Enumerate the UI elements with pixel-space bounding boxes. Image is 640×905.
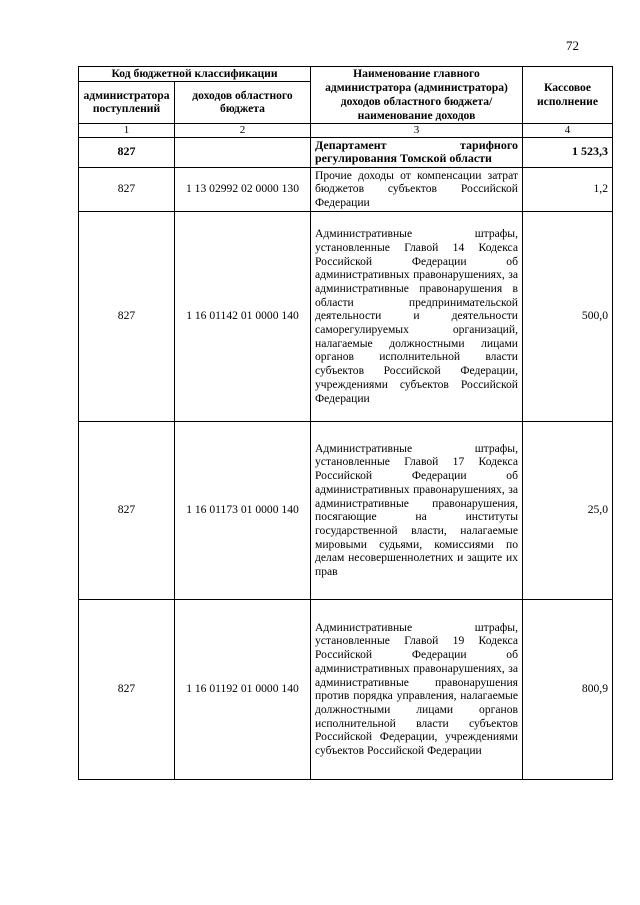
income-amount: 25,0 <box>523 421 613 599</box>
department-amount: 1 523,3 <box>523 137 613 167</box>
table-row <box>79 167 613 211</box>
header-income: доходов областного бюджета <box>175 81 311 123</box>
admin-code: 827 <box>79 211 175 421</box>
admin-code: 827 <box>79 421 175 599</box>
column-number: 3 <box>311 123 523 137</box>
table-row <box>79 421 613 599</box>
header-budget-classification: Код бюджетной классификации <box>79 67 311 82</box>
table-row <box>79 211 613 421</box>
header-name: Наименование главного администратора (администратора) доходов областного бюджета/ наименование доходов <box>311 67 523 124</box>
department-admin-code: 827 <box>79 137 175 167</box>
header-amount: Кассовое исполнение <box>523 67 613 124</box>
department-name: Департамент тарифного регулирования Томской области <box>311 137 523 167</box>
income-amount: 1,2 <box>523 167 613 211</box>
income-name: Прочие доходы от компенсации затрат бюджетов субъектов Российской Федерации <box>311 167 523 211</box>
column-number: 1 <box>79 123 175 137</box>
department-income-code <box>175 137 311 167</box>
income-code: 1 13 02992 02 0000 130 <box>175 167 311 211</box>
admin-code: 827 <box>79 167 175 211</box>
income-name: Административные штрафы, установленные Главой 14 Кодекса Российской Федерации об административных правонарушениях, за административные правонарушения в области предпринимательской деятельности и деятельности саморегулируемых организаций, налагаемые должностными лицами органов исполнительной власти субъектов Российской Федерации, учреждениями субъектов Российской Федерации <box>311 211 523 421</box>
income-name: Административные штрафы, установленные Главой 19 Кодекса Российской Федерации об административных правонарушениях, за административные правонарушения против порядка управления, налагаемые должностными лицами органов исполнительной власти субъектов Российской Федерации, учреждениями субъектов Российской Федерации <box>311 599 523 779</box>
income-code: 1 16 01142 01 0000 140 <box>175 211 311 421</box>
department-row <box>79 137 613 167</box>
income-code: 1 16 01173 01 0000 140 <box>175 421 311 599</box>
revenue-table <box>78 66 613 780</box>
header-row-group <box>79 67 613 82</box>
admin-code: 827 <box>79 599 175 779</box>
column-number-row <box>79 123 613 137</box>
table-row <box>79 599 613 779</box>
column-number: 4 <box>523 123 613 137</box>
header-admin: администратора поступлений <box>79 81 175 123</box>
page-number: 72 <box>566 38 579 53</box>
column-number: 2 <box>175 123 311 137</box>
income-name: Административные штрафы, установленные Главой 17 Кодекса Российской Федерации об административных правонарушениях, за административные правонарушения, посягающие на институты государственной власти, налагаемые мировыми судьями, комиссиями по делам несовершеннолетних и защите их прав <box>311 421 523 599</box>
income-code: 1 16 01192 01 0000 140 <box>175 599 311 779</box>
income-amount: 500,0 <box>523 211 613 421</box>
income-amount: 800,9 <box>523 599 613 779</box>
